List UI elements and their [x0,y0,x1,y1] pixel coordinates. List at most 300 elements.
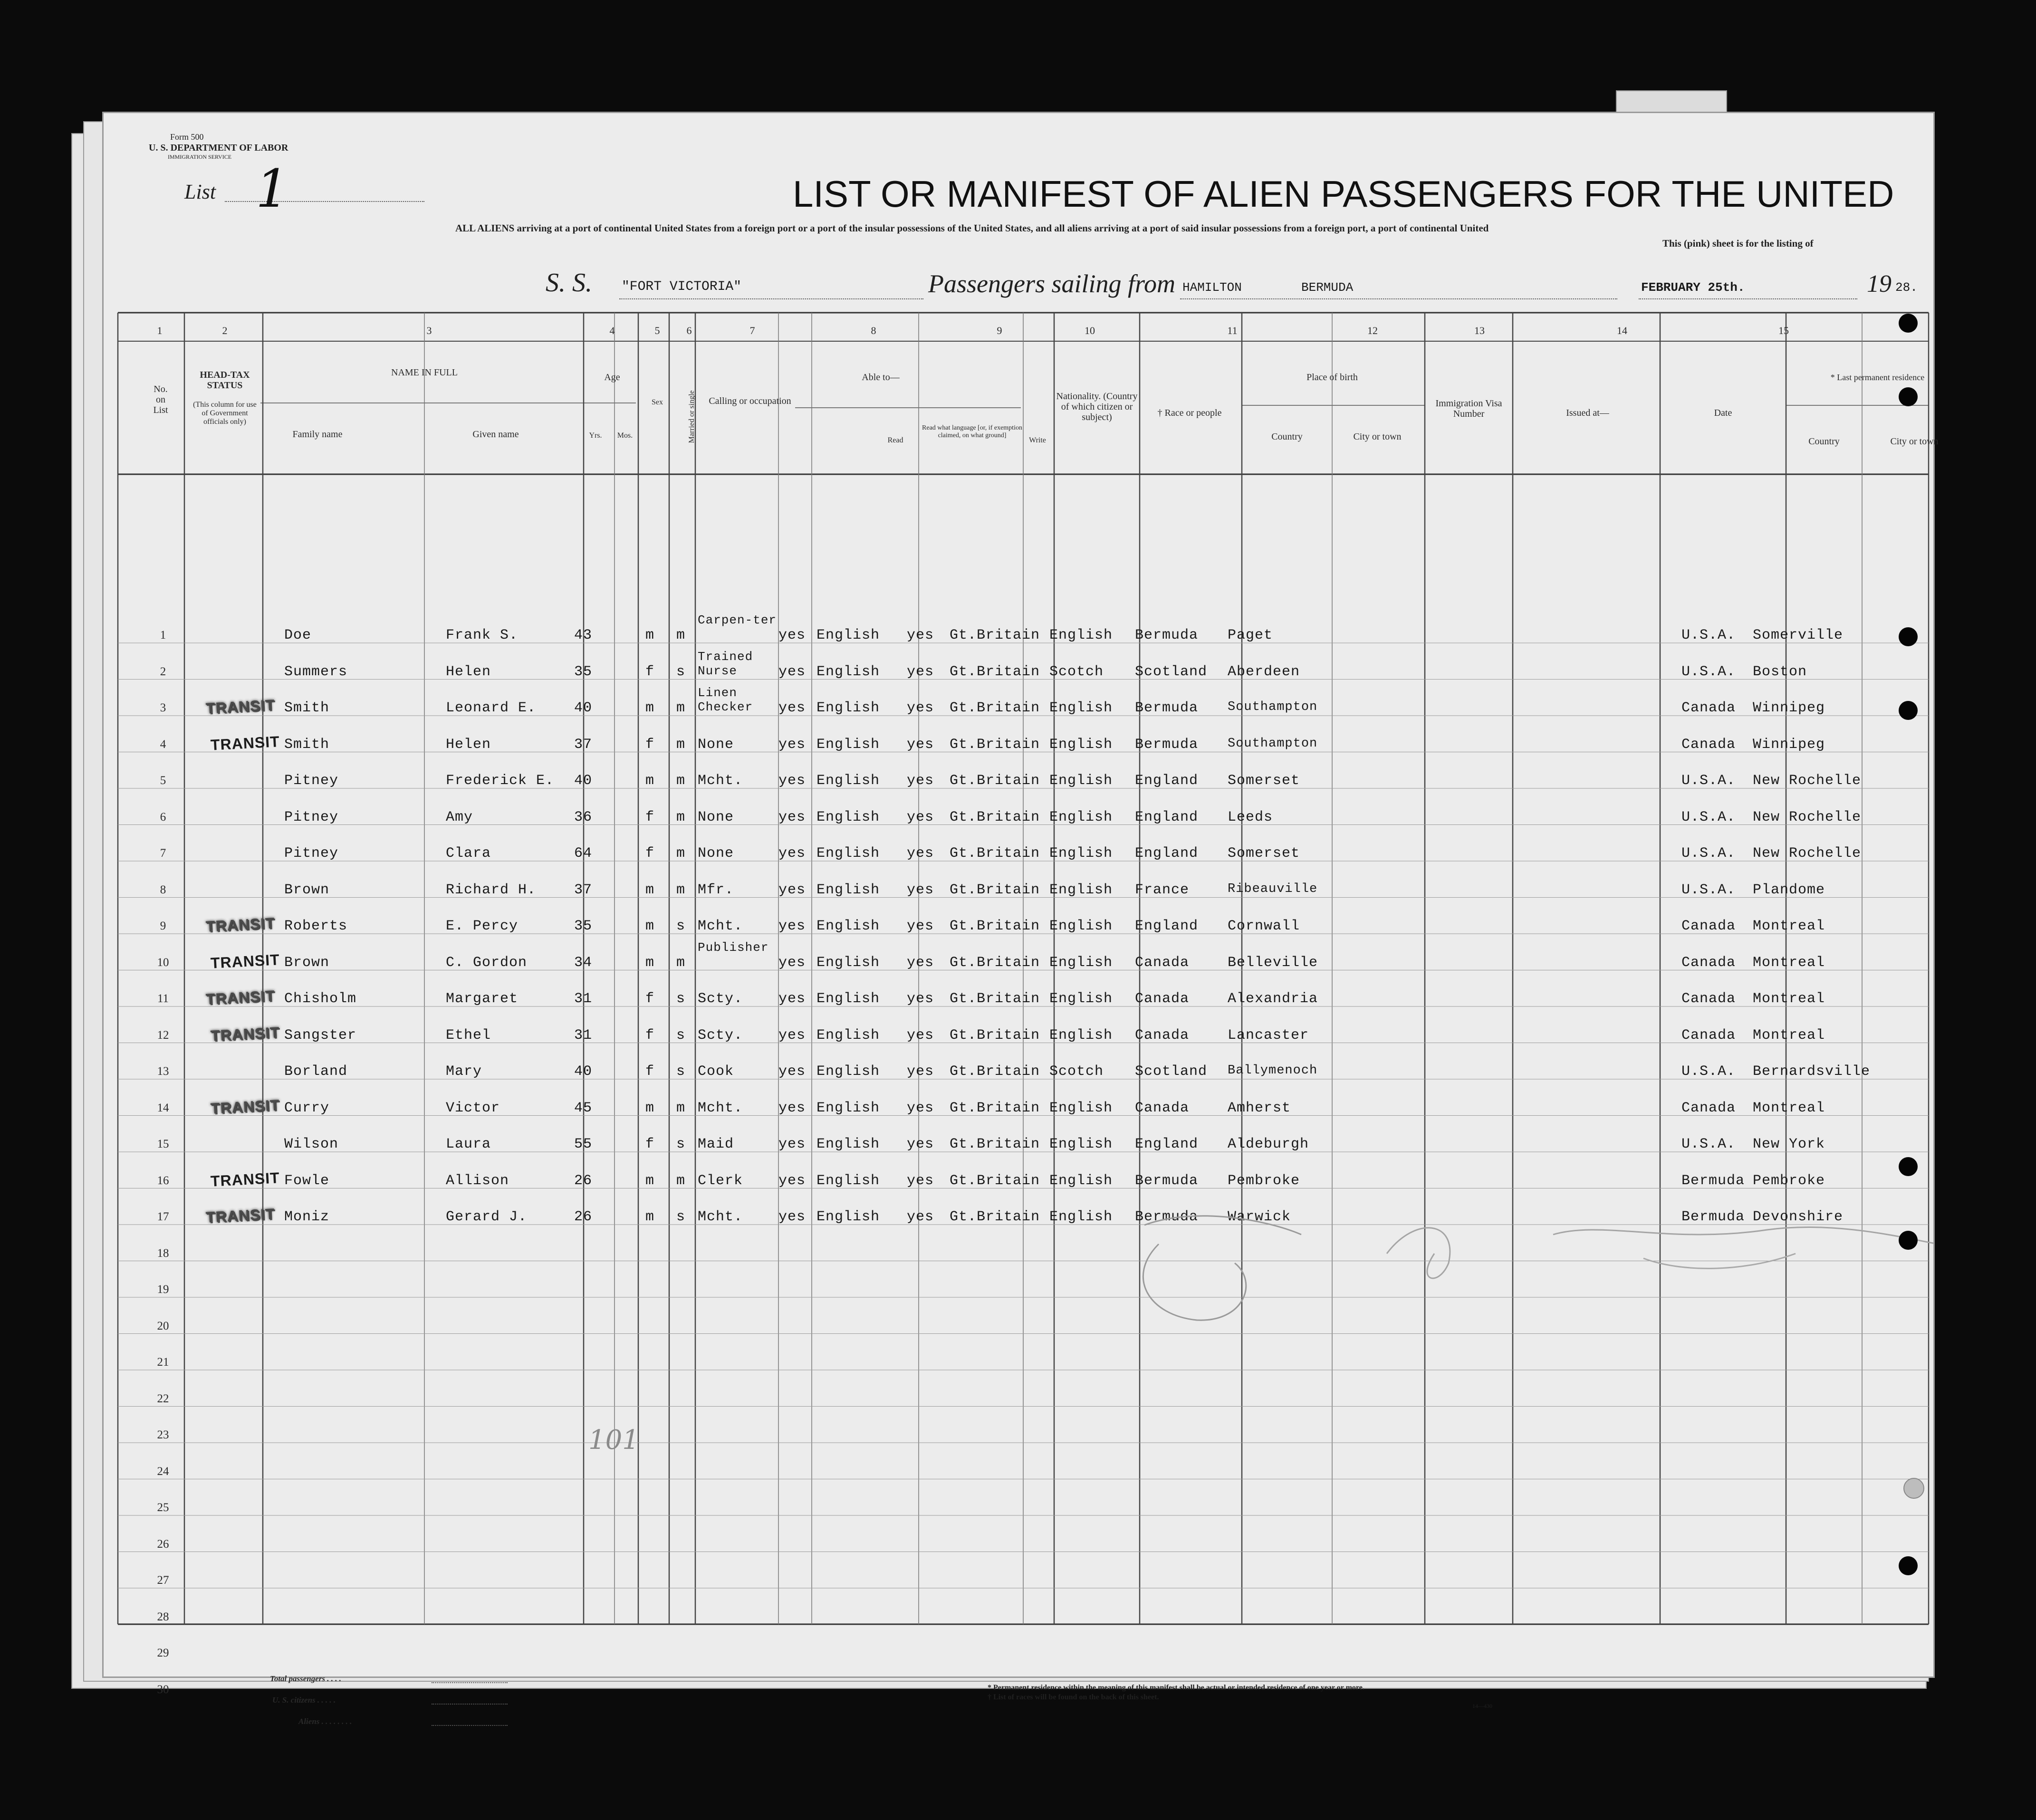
cell-married: s [676,918,686,934]
ss-label: S. S. [546,268,592,297]
hdr-name-in-full: NAME IN FULL [391,367,458,378]
cell-read: yes [778,1136,806,1152]
cell-res-city: Bernardsville [1753,1063,1871,1080]
list-label: List [184,180,216,203]
cell-res-city: Somerville [1753,627,1844,643]
row-number: 16 [157,1174,169,1187]
cell-res-country: Canada [1681,991,1736,1007]
cell-birth-city: Lancaster [1228,1027,1309,1044]
cell-married: m [676,1100,686,1116]
port-line [1180,298,1617,299]
cell-res-city: New Rochelle [1753,809,1862,825]
cell-age: 37 [574,881,593,898]
cell-family: Sangster [284,1027,357,1044]
cell-race: English [1049,773,1113,789]
cell-language: English [816,881,880,898]
cell-race: English [1049,1172,1113,1189]
cell-language: English [816,845,880,862]
cell-race: English [1049,736,1113,753]
cell-read: yes [778,663,806,680]
row-number: 19 [157,1283,169,1296]
cell-married: m [676,809,686,825]
cell-write: yes [907,845,934,862]
cell-nationality: Gt.Britain [950,663,1040,680]
hdr-able-to: Able to— [862,372,900,383]
cell-age: 34 [574,954,593,971]
binder-hole [1903,1478,1924,1499]
cell-read: yes [778,991,806,1007]
cell-occupation: Maid [698,1136,734,1152]
cell-write: yes [907,736,934,753]
cell-sex: m [645,954,655,971]
cell-birth-country: England [1135,773,1199,789]
cell-age: 35 [574,663,593,680]
hdr-mos: Mos. [617,431,633,440]
cell-family: Brown [284,954,330,971]
cell-nationality: Gt.Britain [950,736,1040,753]
col-num-15: 15 [1778,325,1789,336]
cell-occupation: None [698,845,734,862]
cell-race: English [1049,700,1113,716]
cell-res-city: Plandome [1753,881,1825,898]
cell-race: English [1049,627,1113,643]
ship-name: "FORT VICTORIA" [622,279,742,294]
cell-write: yes [907,809,934,825]
cell-given: Gerard J. [446,1209,528,1225]
hdr-head-tax-note: (This column for use of Government officials only) [193,401,257,426]
cell-given: Mary [446,1063,482,1080]
cell-given: Ethel [446,1027,491,1044]
binder-hole [1899,627,1918,646]
footnote-races: † List of races will be found on the back of this sheet. [988,1693,1159,1701]
cell-married: m [676,627,686,643]
cell-res-city: Montreal [1753,991,1825,1007]
col-num-7: 7 [749,325,755,336]
col-num-1: 1 [157,325,163,336]
cell-read: yes [778,736,806,753]
hdr-calling: Calling or occupation [709,396,791,406]
row-number: 29 [157,1647,169,1659]
cell-res-country: U.S.A. [1681,663,1736,680]
cell-nationality: Gt.Britain [950,1172,1040,1189]
cell-sex: m [645,1172,655,1189]
cell-res-country: U.S.A. [1681,1136,1736,1152]
col-num-2: 2 [222,325,228,336]
cell-age: 40 [574,773,593,789]
cell-race: English [1049,1136,1113,1152]
cell-married: s [676,663,686,680]
cell-res-city: Montreal [1753,954,1825,971]
cell-family: Fowle [284,1172,330,1189]
port-country: BERMUDA [1301,280,1354,295]
cell-res-country: U.S.A. [1681,881,1736,898]
hdr-birth-city: City or town [1353,431,1402,442]
row-number: 28 [157,1610,169,1623]
hdr-write: Write [1029,436,1046,444]
cell-age: 43 [574,627,593,643]
cell-res-country: Bermuda [1681,1172,1745,1189]
cell-res-country: Bermuda [1681,1209,1745,1225]
col-num-4: 4 [609,325,615,336]
cell-family: Doe [284,627,312,643]
cell-occupation: Mcht. [698,773,743,789]
port-name: HAMILTON [1182,280,1242,295]
manifest-subtitle-2: This (pink) sheet is for the listing of [1662,238,1814,249]
cell-sex: m [645,881,655,898]
cell-language: English [816,627,880,643]
transit-stamp: TRANSIT [210,1096,280,1117]
cell-married: m [676,954,686,971]
cell-write: yes [907,991,934,1007]
row-number: 22 [157,1392,169,1405]
cell-given: E. Percy [446,918,519,934]
cell-language: English [816,991,880,1007]
year-prefix: 19 [1867,270,1892,297]
cell-res-country: U.S.A. [1681,845,1736,862]
cell-res-country: Canada [1681,1027,1736,1044]
cell-birth-city: Leeds [1228,809,1273,825]
row-number: 10 [157,956,169,969]
cell-read: yes [778,845,806,862]
list-number: 1 [256,158,289,219]
cell-age: 26 [574,1172,593,1189]
cell-language: English [816,1172,880,1189]
cell-birth-country: Scotland [1135,1063,1208,1080]
cell-race: English [1049,881,1113,898]
cell-read: yes [778,1063,806,1080]
cell-occupation: Mfr. [698,881,734,898]
cell-language: English [816,809,880,825]
row-number: 12 [157,1028,169,1042]
cell-nationality: Gt.Britain [950,1100,1040,1116]
cell-family: Summers [284,663,348,680]
cell-language: English [816,1136,880,1152]
cell-age: 37 [574,736,593,753]
row-number: 23 [157,1428,169,1441]
cell-res-city: Winnipeg [1753,700,1825,716]
cell-nationality: Gt.Britain [950,991,1040,1007]
cell-sex: f [645,991,655,1007]
row-number: 17 [157,1210,169,1223]
cell-write: yes [907,881,934,898]
col-num-5: 5 [654,325,660,336]
row-number: 13 [157,1065,169,1078]
cell-birth-city: Southampton [1228,700,1318,714]
cell-nationality: Gt.Britain [950,1063,1040,1080]
cell-birth-city: Ballymenoch [1228,1063,1318,1078]
cell-given: Helen [446,663,491,680]
cell-family: Pitney [284,809,339,825]
cell-race: Scotch [1049,663,1104,680]
cell-res-country: Canada [1681,954,1736,971]
cell-sex: m [645,773,655,789]
row-number: 21 [157,1356,169,1369]
cell-res-city: Montreal [1753,1027,1825,1044]
cell-write: yes [907,1100,934,1116]
col-num-10: 10 [1085,325,1095,336]
cell-married: s [676,1209,686,1225]
cell-res-country: Canada [1681,918,1736,934]
cell-birth-city: Amherst [1228,1100,1291,1116]
row-number: 14 [157,1101,169,1114]
transit-stamp: TRANSIT [205,914,276,935]
cell-nationality: Gt.Britain [950,954,1040,971]
manifest-sheet [102,112,1939,1726]
cell-nationality: Gt.Britain [950,881,1040,898]
cell-write: yes [907,1063,934,1080]
binder-hole [1899,701,1918,720]
row-number: 30 [157,1683,169,1696]
cell-birth-country: Canada [1135,1027,1190,1044]
cell-birth-country: England [1135,918,1199,934]
cell-given: Victor [446,1100,500,1116]
cell-birth-country: England [1135,845,1199,862]
cell-res-country: U.S.A. [1681,809,1736,825]
service: IMMIGRATION SERVICE [168,153,232,160]
cell-language: English [816,954,880,971]
row-number: 2 [160,665,166,678]
cell-birth-city: Southampton [1228,736,1318,751]
list-line [225,201,424,202]
row-number: 24 [157,1465,169,1478]
hdr-nationality: Nationality. (Country of which citizen or subject) [1056,391,1138,422]
row-number: 26 [157,1537,169,1551]
cell-birth-country: France [1135,881,1190,898]
cell-language: English [816,1100,880,1116]
cell-sex: f [645,809,655,825]
cell-family: Brown [284,881,330,898]
cell-family: Pitney [284,773,339,789]
col-num-14: 14 [1617,325,1627,336]
cell-sex: m [645,1100,655,1116]
cell-read: yes [778,918,806,934]
cell-given: Richard H. [446,881,537,898]
binder-hole [1899,1157,1918,1176]
cell-res-country: Canada [1681,1100,1736,1116]
cell-age: 40 [574,1063,593,1080]
cell-given: Laura [446,1136,491,1152]
cell-read: yes [778,1100,806,1116]
cell-read: yes [778,954,806,971]
cell-birth-country: England [1135,1136,1199,1152]
cell-birth-country: Bermuda [1135,1172,1199,1189]
hdr-read: Read [887,436,903,444]
cell-read: yes [778,881,806,898]
cell-write: yes [907,1172,934,1189]
transit-stamp: TRANSIT [205,696,276,717]
cell-sex: m [645,627,655,643]
cell-race: English [1049,991,1113,1007]
cell-given: Allison [446,1172,509,1189]
cell-birth-city: Aberdeen [1228,663,1300,680]
row-number: 1 [160,629,166,642]
hdr-read-lang: Read what language [or, if exemption claimed, on what ground] [922,424,1022,439]
cell-res-city: New York [1753,1136,1825,1152]
cell-write: yes [907,1136,934,1152]
cell-family: Curry [284,1100,330,1116]
cell-language: English [816,736,880,753]
row-number: 9 [160,920,166,932]
cell-sex: f [645,1136,655,1152]
cell-birth-country: Scotland [1135,663,1208,680]
cell-birth-country: Bermuda [1135,700,1199,716]
ship-line [619,298,923,299]
cell-family: Pitney [284,845,339,862]
cell-res-country: U.S.A. [1681,773,1736,789]
cell-occupation: None [698,809,734,825]
cell-occupation: Carpen-ter [698,613,777,627]
hdr-no-on-list: No. on List [153,384,168,415]
footnote-residence: * Permanent residence within the meaning of this manifest shall be actual or intended residence of one year or more. [988,1684,1364,1692]
cell-language: English [816,1027,880,1044]
hdr-res-country: Country [1808,436,1840,447]
cell-married: s [676,1027,686,1044]
hdr-given-name: Given name [472,429,519,440]
cell-race: English [1049,845,1113,862]
cell-given: Margaret [446,991,519,1007]
cell-race: English [1049,1100,1113,1116]
aliens-label: Aliens . . . . . . . . [298,1717,352,1726]
cell-sex: f [645,845,655,862]
cell-read: yes [778,773,806,789]
cell-married: m [676,773,686,789]
cell-given: Helen [446,736,491,753]
cell-res-city: New Rochelle [1753,773,1862,789]
hdr-last-residence: * Last permanent residence [1830,373,1925,382]
cell-read: yes [778,809,806,825]
cell-birth-city: Somerset [1228,845,1300,862]
cell-married: m [676,736,686,753]
cell-res-country: U.S.A. [1681,1063,1736,1080]
pencil-number: 101 [588,1425,639,1456]
cell-family: Smith [284,736,330,753]
cell-nationality: Gt.Britain [950,700,1040,716]
binder-hole [1899,387,1918,406]
cell-sex: f [645,736,655,753]
cell-given: Amy [446,809,473,825]
cell-family: Chisholm [284,991,357,1007]
cell-res-city: Montreal [1753,918,1825,934]
hdr-res-city: City or town [1890,436,1939,447]
cell-res-city: Winnipeg [1753,736,1825,753]
cell-sex: f [645,1027,655,1044]
hdr-place-of-birth: Place of birth [1306,372,1358,383]
cell-given: Frederick E. [446,773,555,789]
cell-read: yes [778,1209,806,1225]
cell-age: 36 [574,809,593,825]
row-number: 27 [157,1574,169,1587]
cell-language: English [816,1209,880,1225]
cell-birth-city: Aldeburgh [1228,1136,1309,1152]
cell-race: English [1049,918,1113,934]
col-num-6: 6 [686,325,692,336]
transit-stamp: TRANSIT [210,732,280,754]
row-number: 11 [157,992,169,1005]
cell-birth-country: Bermuda [1135,736,1199,753]
cell-race: English [1049,809,1113,825]
cell-family: Borland [284,1063,348,1080]
footer-code: 14—430 [1472,1703,1492,1709]
cell-occupation: Cook [698,1063,734,1080]
cell-given: Frank S. [446,627,519,643]
cell-write: yes [907,627,934,643]
col-num-12: 12 [1367,325,1378,336]
cell-occupation: Trained Nurse [698,649,753,678]
cell-write: yes [907,918,934,934]
cell-occupation: Mcht. [698,1100,743,1116]
cell-sex: f [645,1063,655,1080]
cell-birth-country: Bermuda [1135,1209,1199,1225]
hdr-issued-at: Issued at— [1566,408,1609,418]
us-citizens-label: U. S. citizens . . . . . [272,1695,336,1705]
cell-language: English [816,918,880,934]
binder-hole [1899,1231,1918,1250]
hdr-birth-country: Country [1271,431,1303,442]
hdr-date: Date [1714,408,1732,418]
department: U. S. DEPARTMENT OF LABOR [149,143,288,153]
cell-nationality: Gt.Britain [950,809,1040,825]
col-num-13: 13 [1474,325,1485,336]
col-num-3: 3 [426,325,432,336]
cell-age: 55 [574,1136,593,1152]
cell-language: English [816,1063,880,1080]
cell-occupation: Linen Checker [698,686,753,714]
cell-age: 35 [574,918,593,934]
cell-write: yes [907,700,934,716]
cell-married: m [676,700,686,716]
cell-birth-country: Canada [1135,1100,1190,1116]
cell-sex: m [645,918,655,934]
cell-birth-country: Canada [1135,954,1190,971]
cell-married: s [676,1063,686,1080]
manifest-title: LIST OR MANIFEST OF ALIEN PASSENGERS FOR THE UNITED [793,173,1894,215]
cell-race: English [1049,1209,1113,1225]
cell-race: English [1049,954,1113,971]
cell-family: Roberts [284,918,348,934]
cell-res-city: Devonshire [1753,1209,1844,1225]
manifest-subtitle: ALL ALIENS arriving at a port of continental United States from a foreign port or a port of the insular possessions of the United States, and all aliens arriving at a port of said insular possessions from a foreign port, a port of continental United [455,222,1489,234]
sailing-date: FEBRUARY 25th. [1641,280,1745,295]
col-num-9: 9 [997,325,1002,336]
cell-nationality: Gt.Britain [950,627,1040,643]
row-number: 5 [160,774,166,787]
cell-write: yes [907,954,934,971]
cell-given: C. Gordon [446,954,528,971]
cell-birth-city: Somerset [1228,773,1300,789]
cell-birth-city: Paget [1228,627,1273,643]
hdr-head-tax: HEAD-TAX STATUS [200,370,250,391]
cell-birth-country: England [1135,809,1199,825]
cell-married: m [676,1172,686,1189]
hdr-family-name: Family name [292,429,343,440]
row-number: 3 [160,701,166,714]
cell-occupation: Clerk [698,1172,743,1189]
cell-nationality: Gt.Britain [950,918,1040,934]
cell-age: 26 [574,1209,593,1225]
cell-sex: m [645,700,655,716]
cell-age: 31 [574,991,593,1007]
cell-nationality: Gt.Britain [950,1136,1040,1152]
cell-nationality: Gt.Britain [950,845,1040,862]
cell-birth-city: Pembroke [1228,1172,1300,1189]
cell-given: Leonard E. [446,700,537,716]
cell-nationality: Gt.Britain [950,1209,1040,1225]
cell-language: English [816,773,880,789]
cell-occupation: Scty. [698,1027,743,1044]
sailing-label: Passengers sailing from [928,269,1176,298]
cell-occupation: Publisher [698,940,769,955]
transit-stamp: TRANSIT [205,1205,276,1226]
